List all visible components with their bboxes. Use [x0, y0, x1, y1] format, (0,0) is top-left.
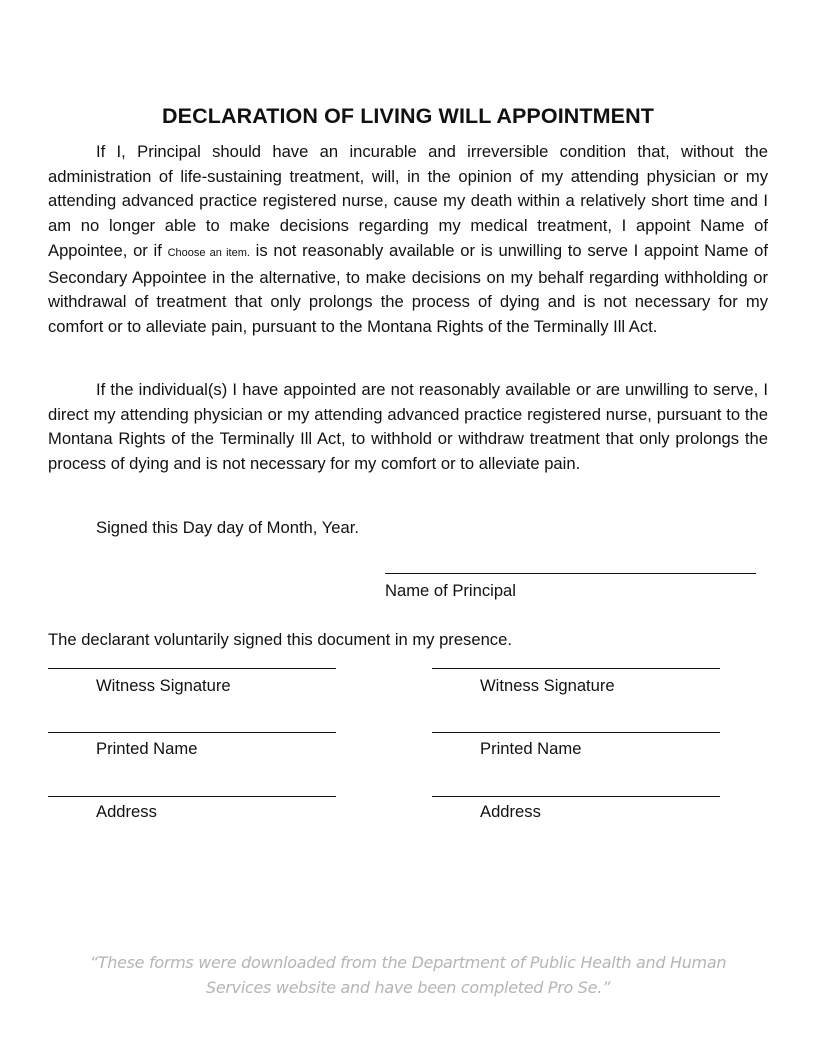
- witness1-signature-line[interactable]: [48, 668, 336, 669]
- witness1-address-label: Address: [96, 802, 157, 821]
- year-field[interactable]: Year: [321, 518, 355, 537]
- document-title: DECLARATION OF LIVING WILL APPOINTMENT: [162, 104, 654, 128]
- text: should have an incurable and irreversible condition that, without the administration of life-sustaining treatment, will, in the opinion of my attending physician or my attending advanced practice registered nurse, cause my death within a relatively short time and I am no longer able to make decisions regarding my medical treatment, I appoint: [48, 142, 768, 236]
- text: Signed this: [96, 518, 183, 537]
- witness2-printed-name-label: Printed Name: [480, 739, 582, 758]
- secondary-appointee-field[interactable]: Name of Secondary Appointee: [48, 240, 768, 287]
- witness2-signature-label: Witness Signature: [480, 676, 615, 695]
- appointee-field[interactable]: Name of Appointee: [48, 216, 768, 260]
- witness1-signature-label: Witness Signature: [96, 676, 231, 695]
- declarant-statement: The declarant voluntarily signed this document in my presence.: [48, 630, 512, 649]
- text: in the alternative, to make decisions on my behalf regarding withholding or withdrawal of treatment that only prolongs the process of dying and is not necessary for my comfort or to alleviate pain, pursuant to the Montana Rights of the Terminally Ill Act.: [48, 267, 769, 336]
- footer-line-2: Services website and have been completed Pro Se.”: [206, 978, 610, 997]
- footer-line-1: “These forms were downloaded from the Department of Public Health and Human: [89, 953, 727, 972]
- text: , or if: [122, 240, 168, 260]
- witness2-address-label: Address: [480, 802, 541, 821]
- witness2-address-line[interactable]: [432, 796, 720, 797]
- witness2-signature-line[interactable]: [432, 668, 720, 669]
- choose-item-dropdown[interactable]: Choose an item.: [167, 246, 250, 259]
- text: If I,: [96, 142, 138, 161]
- footer-disclaimer: [0, 950, 816, 1000]
- principal-signature-line[interactable]: [385, 573, 756, 574]
- principal-signature-label: Name of Principal: [385, 581, 516, 600]
- witness1-printed-name-line[interactable]: [48, 732, 336, 733]
- text: day of: [212, 518, 267, 537]
- direction-paragraph: If the individual(s) I have appointed are not reasonably available or are unwilling to serve, I direct my attending physician or my attending advanced practice registered nurse, pursuant to the Montana Rights of the Terminally Ill Act, to withhold or withdraw treatment that only prolongs the process of dying and is not necessary for my comfort or to alleviate pain.: [48, 380, 768, 474]
- month-field[interactable]: Month: [266, 518, 313, 537]
- day-field[interactable]: Day: [182, 518, 213, 537]
- witness1-printed-name-label: Printed Name: [96, 739, 198, 758]
- principal-field[interactable]: Principal: [137, 142, 201, 161]
- text: is not reasonably available or is unwilling to serve I appoint: [249, 240, 705, 260]
- text: ,: [312, 518, 322, 537]
- appointment-paragraph: [48, 140, 768, 340]
- text: .: [354, 518, 359, 537]
- witness1-address-line[interactable]: [48, 796, 336, 797]
- signed-date-line: [96, 518, 359, 538]
- witness2-printed-name-line[interactable]: [432, 732, 720, 733]
